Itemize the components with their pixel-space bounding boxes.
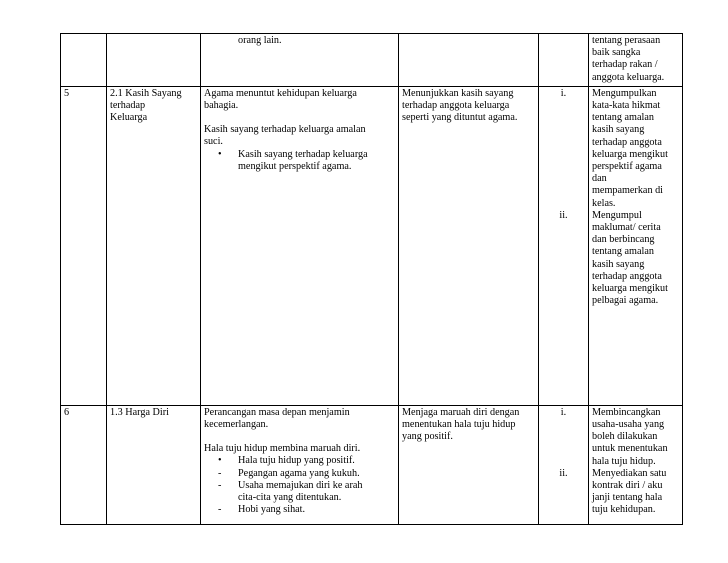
- activity-number-cell: [539, 86, 589, 405]
- bullet-line: cita-cita yang ditentukan.: [238, 492, 342, 504]
- content-line: Hala tuju hidup membina maruah diri.: [204, 443, 361, 455]
- week-number-cell: [61, 86, 107, 405]
- content-line: bahagia.: [204, 100, 239, 112]
- content-paragraph: [204, 124, 395, 148]
- content-line: suci.: [204, 136, 223, 148]
- content-cell: [201, 34, 399, 87]
- content-line: Agama menuntut kehidupan keluarga: [204, 87, 357, 99]
- table-row: [61, 86, 683, 405]
- bullet-dot-icon: •: [218, 455, 222, 467]
- activity-item: [592, 88, 679, 210]
- activity-line: Membincangkan: [592, 406, 661, 418]
- topic-line: 2.1 Kasih Sayang: [110, 87, 182, 99]
- content-line: orang lain.: [238, 35, 282, 46]
- activity-line: untuk menentukan: [592, 443, 668, 455]
- activity-number: i.: [560, 406, 567, 418]
- bullet-dot-icon: •: [218, 148, 222, 160]
- activity-item: [592, 407, 679, 468]
- lesson-plan-body: [61, 34, 683, 525]
- table-row: [61, 405, 683, 524]
- content-bullet: [204, 455, 395, 467]
- topic-line: 1.3 Harga Diri: [110, 406, 169, 418]
- activity-line: hala tuju hidup.: [592, 455, 656, 467]
- content-paragraph: [204, 88, 395, 112]
- topic-cell: [107, 86, 201, 405]
- activity-line: tentang amalan: [592, 246, 654, 258]
- activity-cell: [589, 405, 683, 524]
- bullet-text: [238, 480, 395, 504]
- activity-line: dan: [592, 173, 607, 185]
- bullet-line: Usaha memajukan diri ke arah: [238, 479, 363, 491]
- content-bullet: [204, 149, 395, 173]
- bullet-dash-icon: -: [218, 504, 222, 516]
- activity-line: terhadap anggota: [592, 270, 662, 282]
- activity-number: ii.: [559, 209, 568, 221]
- activity-number-cell: [539, 405, 589, 524]
- bullet-line: Pegangan agama yang kukuh.: [238, 467, 360, 479]
- activity-item: [592, 35, 679, 84]
- activity-line: tuju kehidupan.: [592, 504, 656, 516]
- activity-number-block: [542, 35, 585, 84]
- outcome-line: Menunjukkan kasih sayang: [402, 87, 514, 99]
- activity-line: tentang amalan: [592, 112, 654, 124]
- activity-line: Mengumpul: [592, 209, 642, 221]
- activity-line: kasih sayang: [592, 124, 645, 136]
- activity-line: keluarga mengikut: [592, 148, 668, 160]
- content-cell: [201, 86, 399, 405]
- activity-line: boleh dilakukan: [592, 431, 658, 443]
- bullet-text: [238, 468, 395, 480]
- activity-line: dan berbincang: [592, 234, 655, 246]
- week-number: 5: [64, 87, 70, 99]
- week-number-cell: [61, 34, 107, 87]
- activity-line: terhadap anggota: [592, 136, 662, 148]
- outcome-cell: [399, 86, 539, 405]
- activity-line: maklumat/ cerita: [592, 222, 661, 234]
- week-number: 6: [64, 406, 70, 418]
- activity-line: Menyediakan satu: [592, 467, 667, 479]
- week-number-cell: [61, 405, 107, 524]
- outcome-line: Menjaga maruah diri dengan: [402, 406, 520, 418]
- outcome-line: yang positif.: [402, 431, 453, 443]
- content-line: kecemerlangan.: [204, 419, 269, 431]
- content-bullet: [204, 504, 395, 516]
- content-bullet: [204, 480, 395, 504]
- activity-line: kontrak diri / aku: [592, 480, 663, 492]
- content-continuation: [204, 35, 395, 47]
- outcome-line: terhadap anggota keluarga: [402, 100, 510, 112]
- activity-line: perspektif agama: [592, 161, 662, 173]
- content-line: Kasih sayang terhadap keluarga amalan: [204, 124, 366, 136]
- topic-cell: [107, 405, 201, 524]
- lesson-plan-table: [60, 33, 683, 525]
- activity-cell: [589, 86, 683, 405]
- outcome-cell: [399, 405, 539, 524]
- activity-number: i.: [560, 87, 567, 99]
- activity-line: terhadap rakan /: [592, 59, 658, 71]
- activity-line: usaha-usaha yang: [592, 419, 665, 431]
- topic-line: terhadap: [110, 100, 146, 112]
- bullet-text: [238, 504, 395, 516]
- table-row: [61, 34, 683, 87]
- activity-line: kata-kata hikmat: [592, 100, 661, 112]
- activity-number-block: [542, 88, 585, 210]
- bullet-line: Hobi yang sihat.: [238, 504, 306, 516]
- activity-number-cell: [539, 34, 589, 87]
- activity-line: janji tentang hala: [592, 492, 663, 504]
- outcome-line: menentukan hala tuju hidup: [402, 419, 516, 431]
- activity-item: [592, 468, 679, 517]
- activity-line: kasih sayang: [592, 258, 645, 270]
- activity-line: anggota keluarga.: [592, 71, 665, 83]
- activity-line: keluarga mengikut: [592, 283, 668, 295]
- activity-line: kelas.: [592, 197, 616, 209]
- activity-line: pelbagai agama.: [592, 295, 659, 307]
- activity-line: mempamerkan di: [592, 185, 664, 197]
- bullet-line: Kasih sayang terhadap keluarga: [238, 148, 368, 160]
- bullet-text: [238, 149, 395, 173]
- activity-number-block: [542, 468, 585, 517]
- content-line: Perancangan masa depan menjamin: [204, 406, 350, 418]
- activity-number-block: [542, 407, 585, 468]
- bullet-dash-icon: -: [218, 467, 222, 479]
- content-bullet: [204, 468, 395, 480]
- activity-line: baik sangka: [592, 47, 641, 59]
- content-paragraph: [204, 407, 395, 431]
- bullet-dash-icon: -: [218, 479, 222, 491]
- topic-line: Keluarga: [110, 112, 148, 124]
- bullet-line: Hala tuju hidup yang positif.: [238, 455, 355, 467]
- topic-cell: [107, 34, 201, 87]
- activity-cell: [589, 34, 683, 87]
- outcome-cell: [399, 34, 539, 87]
- activity-line: Mengumpulkan: [592, 87, 657, 99]
- bullet-line: mengikut perspektif agama.: [238, 160, 352, 172]
- outcome-line: seperti yang dituntut agama.: [402, 112, 518, 124]
- bullet-text: [238, 455, 395, 467]
- activity-item: [592, 210, 679, 308]
- activity-number: ii.: [559, 467, 568, 479]
- activity-line: tentang perasaan: [592, 35, 661, 46]
- activity-number-block: [542, 210, 585, 308]
- content-cell: [201, 405, 399, 524]
- content-paragraph: [204, 443, 395, 455]
